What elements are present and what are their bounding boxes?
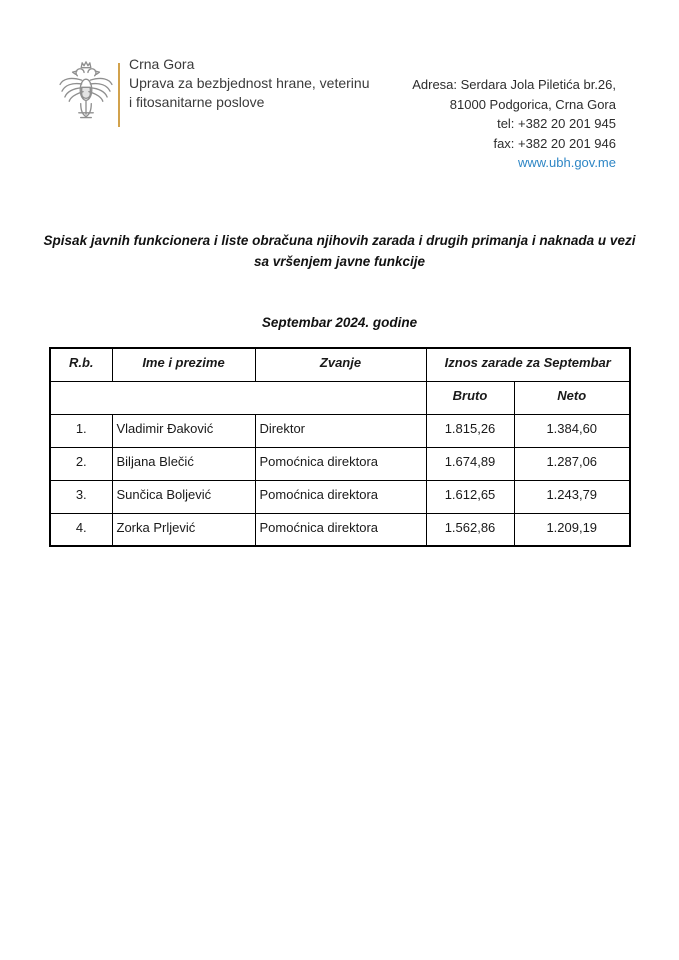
cell-neto: 1.287,06 (514, 447, 630, 480)
cell-rb: 2. (50, 447, 112, 480)
address-line-city: 81000 Podgorica, Crna Gora (449, 96, 616, 112)
table-header-row-2 (50, 381, 630, 414)
cell-zvanje: Direktor (255, 414, 426, 447)
col-header-neto: Neto (514, 381, 630, 414)
cell-zvanje: Pomoćnica direktora (255, 480, 426, 513)
col-header-bruto: Bruto (426, 381, 514, 414)
col-header-zvanje: Zvanje (255, 348, 426, 381)
col-header-name: Ime i prezime (112, 348, 255, 381)
cell-name: Zorka Prljević (112, 513, 255, 546)
org-name-block (129, 55, 369, 112)
cell-bruto: 1.562,86 (426, 513, 514, 546)
address-line-fax: fax: +382 20 201 946 (493, 135, 616, 151)
org-name-line-1: Uprava za bezbjednost hrane, veterinu (129, 75, 370, 91)
country-name: Crna Gora (129, 56, 195, 72)
cell-zvanje: Pomoćnica direktora (255, 447, 426, 480)
table-header-row-1 (50, 348, 630, 381)
org-name-line-2: i fitosanitarne poslove (129, 94, 265, 110)
cell-neto: 1.384,60 (514, 414, 630, 447)
cell-bruto: 1.612,65 (426, 480, 514, 513)
cell-neto: 1.209,19 (514, 513, 630, 546)
cell-zvanje: Pomoćnica direktora (255, 513, 426, 546)
cell-bruto: 1.815,26 (426, 414, 514, 447)
cell-rb: 4. (50, 513, 112, 546)
period-heading: Septembar 2024. godine (261, 315, 418, 330)
title-line-1: Spisak javnih funkcionera i liste obračuna njihovih zarada i drugih primanja i naknada u vezi (43, 233, 636, 248)
col-header-amount-group: Iznos zarade za Septembar (426, 348, 630, 381)
address-block (412, 75, 616, 173)
cell-name: Biljana Blečić (112, 447, 255, 480)
table-row (50, 447, 630, 480)
empty-header-cell (50, 381, 426, 414)
header-accent-divider (118, 63, 120, 127)
cell-neto: 1.243,79 (514, 480, 630, 513)
address-line-tel: tel: +382 20 201 945 (497, 116, 616, 131)
cell-rb: 3. (50, 480, 112, 513)
cell-name: Sunčica Boljević (112, 480, 255, 513)
table-row (50, 513, 630, 546)
table-row (50, 414, 630, 447)
address-line-street: Adresa: Serdara Jola Piletića br.26, (412, 77, 616, 92)
document-title (0, 230, 679, 272)
title-line-2: sa vršenjem javne funkcije (253, 254, 426, 269)
website-link[interactable]: www.ubh.gov.me (517, 155, 616, 170)
table-row (50, 480, 630, 513)
cell-name: Vladimir Đaković (112, 414, 255, 447)
montenegro-coat-of-arms-icon (57, 59, 115, 132)
cell-bruto: 1.674,89 (426, 447, 514, 480)
cell-rb: 1. (50, 414, 112, 447)
salary-table (49, 347, 631, 547)
col-header-rb: R.b. (50, 348, 112, 381)
